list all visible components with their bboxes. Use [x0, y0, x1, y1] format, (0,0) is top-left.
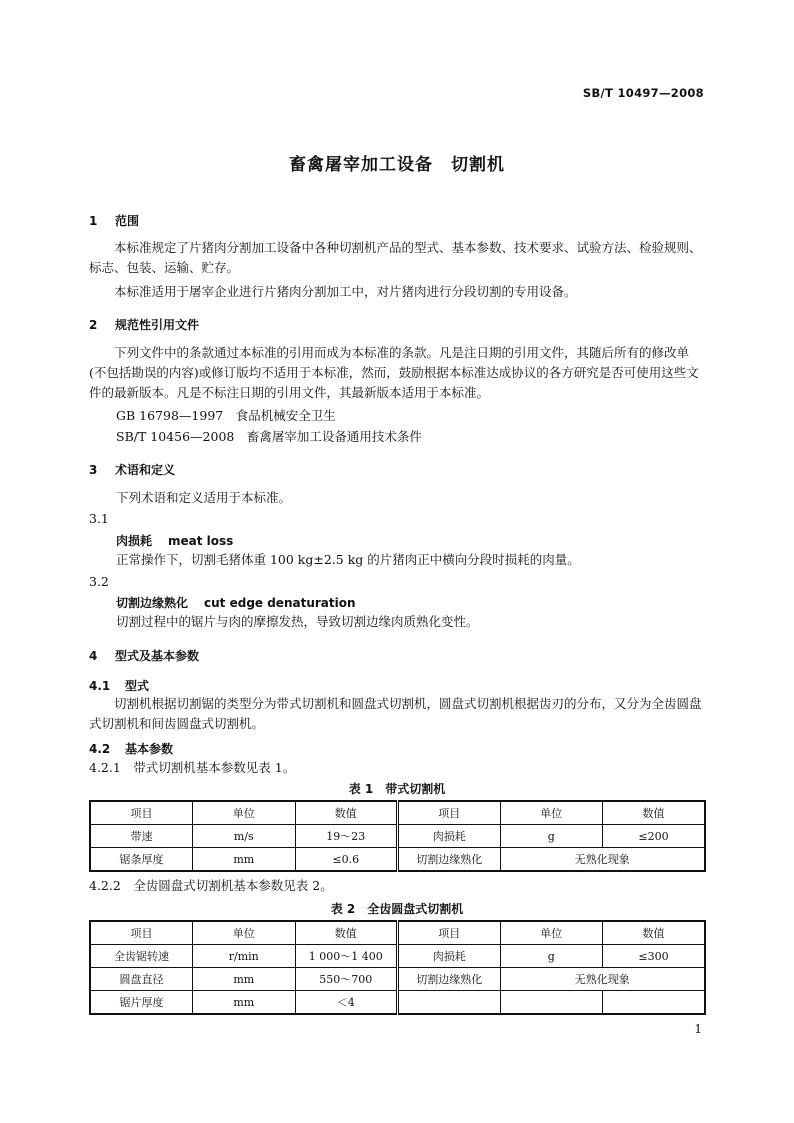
- table-cell: r/min: [193, 945, 296, 968]
- section-4-2-2: 4.2.2 全齿圆盘式切割机基本参数见表 2。: [89, 878, 333, 893]
- table-cell: 带速: [90, 825, 193, 848]
- table-2: [89, 920, 706, 1015]
- table-cell: 锯片厚度: [90, 991, 193, 1015]
- document-title: 畜禽屠宰加工设备 切割机: [289, 155, 505, 175]
- section-4-heading: [89, 647, 199, 664]
- header-cell: 单位: [193, 801, 296, 825]
- header-cell: 项目: [398, 801, 501, 825]
- section-number: 4: [89, 649, 98, 663]
- table-cell: 550～700: [295, 968, 398, 991]
- table-cell: ≤200: [603, 825, 706, 848]
- table-cell: 切割边缘熟化: [398, 848, 501, 872]
- section-number: 2: [89, 318, 98, 332]
- table-1-caption: 表 1 带式切割机: [348, 782, 446, 796]
- table-cell: [398, 991, 501, 1015]
- section-title: 范围: [115, 214, 140, 228]
- table-cell: ≤0.6: [295, 848, 398, 872]
- section-4-1-heading: [89, 677, 149, 694]
- table-cell: ≤300: [603, 945, 706, 968]
- table-cell: 肉损耗: [398, 825, 501, 848]
- table-cell: 圆盘直径: [90, 968, 193, 991]
- table-cell: [500, 991, 603, 1015]
- table-cell: 19～23: [295, 825, 398, 848]
- table-header-row: [90, 801, 705, 825]
- standard-code: SB/T 10497—2008: [582, 86, 704, 100]
- term-2-english: cut edge denaturation: [204, 596, 356, 610]
- section-title: 型式及基本参数: [115, 649, 200, 663]
- section-4-2-1: 4.2.1 带式切割机基本参数见表 1。: [89, 760, 296, 775]
- section-3-paragraph-1: 下列术语和定义适用于本标准。: [116, 490, 292, 505]
- term-1-chinese: 肉损耗: [116, 534, 153, 548]
- section-title: 型式: [125, 679, 150, 693]
- table-header-row: [90, 921, 705, 945]
- table-cell: 无熟化现象: [500, 848, 705, 872]
- section-2-heading: [89, 316, 199, 333]
- term-2-name: [116, 594, 356, 611]
- reference-1: GB 16798—1997 食品机械安全卫生: [116, 408, 336, 423]
- table-cell: 1 000～1 400: [295, 945, 398, 968]
- section-number: 4.2: [89, 742, 111, 756]
- section-title: 规范性引用文件: [115, 318, 200, 332]
- table-cell: ＜4: [295, 991, 398, 1015]
- term-2-definition: 切割过程中的锯片与肉的摩擦发热，导致切割边缘肉质熟化变性。: [116, 614, 479, 629]
- table-cell: 切割边缘熟化: [398, 968, 501, 991]
- table-2-caption: 表 2 全齿圆盘式切割机: [330, 902, 464, 916]
- header-cell: 项目: [90, 921, 193, 945]
- section-4-1-paragraph: 切割机根据切割锯的类型分为带式切割机和圆盘式切割机，圆盘式切割机根据齿刃的分布，又分为全齿圆盘式切割机和间齿圆盘式切割机。: [89, 696, 702, 731]
- section-number: 4.1: [89, 679, 111, 693]
- reference-2: SB/T 10456—2008 畜禽屠宰加工设备通用技术条件: [116, 429, 422, 444]
- term-1-number: 3.1: [89, 511, 109, 526]
- header-cell: 项目: [398, 921, 501, 945]
- header-cell: 数值: [295, 921, 398, 945]
- table-row: [90, 991, 705, 1015]
- header-cell: 单位: [500, 801, 603, 825]
- table-row: [90, 945, 705, 968]
- table-row: [90, 825, 705, 848]
- section-1-paragraph-2: 本标准适用于屠宰企业进行片猪肉分割加工中，对片猪肉进行分段切割的专用设备。: [114, 284, 577, 299]
- table-cell: m/s: [193, 825, 296, 848]
- header-cell: 单位: [193, 921, 296, 945]
- table-cell: 全齿锯转速: [90, 945, 193, 968]
- table-cell: mm: [193, 968, 296, 991]
- section-number: 3: [89, 463, 98, 477]
- term-2-number: 3.2: [89, 574, 109, 589]
- section-title: 术语和定义: [115, 463, 176, 477]
- section-3-heading: [89, 461, 175, 478]
- table-1: [89, 800, 706, 872]
- table-cell: 锯条厚度: [90, 848, 193, 872]
- term-1-name: [116, 532, 233, 549]
- table-cell: mm: [193, 991, 296, 1015]
- section-1-paragraph-1: 本标准规定了片猪肉分割加工设备中各种切割机产品的型式、基本参数、技术要求、试验方法、检验规则、标志、包装、运输、贮存。: [89, 240, 702, 275]
- table-cell: [603, 991, 706, 1015]
- term-2-chinese: 切割边缘熟化: [116, 596, 189, 610]
- section-2-paragraph-1: 下列文件中的条款通过本标准的引用而成为本标准的条款。凡是注日期的引用文件，其随后所有的修改单(不包括勘误的内容)或修订版均不适用于本标准，然而，鼓励根据本标准达成协议的各方研究是否可使用这些文件的最新版本。凡是不标注日期的引用文件，其最新版本适用于本标准。: [89, 345, 699, 400]
- header-cell: 数值: [603, 921, 706, 945]
- section-1-heading: [89, 212, 139, 229]
- table-cell: mm: [193, 848, 296, 872]
- page-number: 1: [694, 1022, 702, 1036]
- table-row: [90, 848, 705, 872]
- header-cell: 单位: [500, 921, 603, 945]
- table-cell: g: [500, 825, 603, 848]
- header-cell: 项目: [90, 801, 193, 825]
- term-1-definition: 正常操作下，切割毛猪体重 100 kg±2.5 kg 的片猪肉正中横向分段时损耗的肉量。: [116, 552, 580, 567]
- section-4-2-heading: [89, 740, 173, 757]
- table-row: [90, 968, 705, 991]
- table-cell: 无熟化现象: [500, 968, 705, 991]
- header-cell: 数值: [603, 801, 706, 825]
- table-cell: 肉损耗: [398, 945, 501, 968]
- term-1-english: meat loss: [168, 534, 234, 548]
- table-cell: g: [500, 945, 603, 968]
- section-number: 1: [89, 214, 98, 228]
- header-cell: 数值: [295, 801, 398, 825]
- section-title: 基本参数: [125, 742, 174, 756]
